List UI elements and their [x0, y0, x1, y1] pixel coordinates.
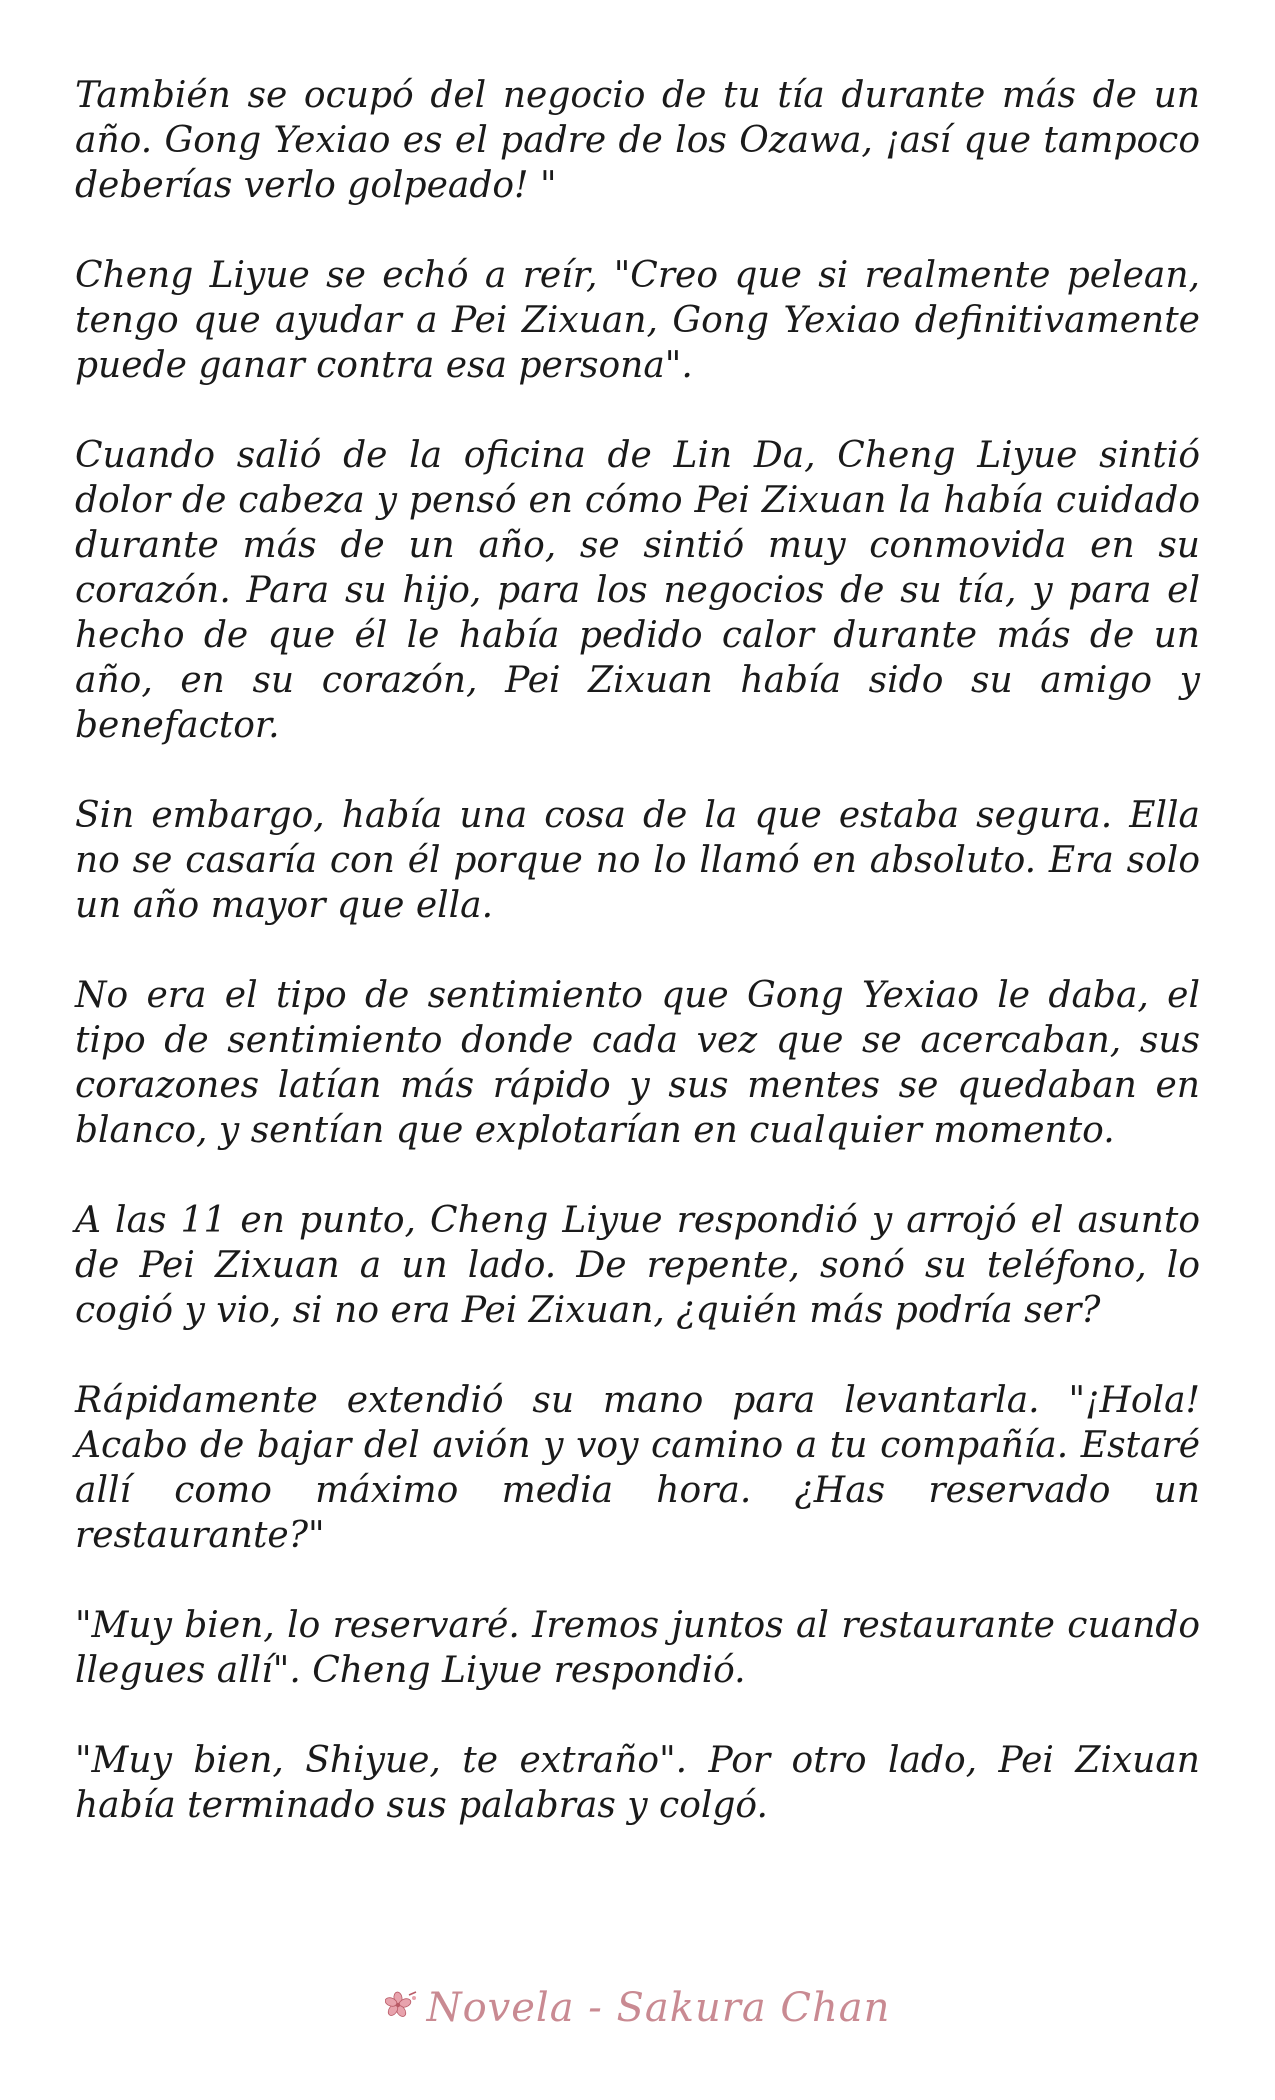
paragraph: "Muy bien, Shiyue, te extraño". Por otro lado, Pei Zixuan había terminado sus palabras y colgó. [75, 1740, 1200, 1826]
paragraph: Cheng Liyue se echó a reír, "Creo que si realmente pelean, tengo que ayudar a Pei Zixuan, Gong Yexiao definitivamente puede ganar contra esa persona". [75, 255, 1200, 386]
story-text [75, 73, 1200, 1873]
watermark-text: Novela - Sakura Chan [426, 1985, 891, 2031]
paragraph: "Muy bien, lo reservaré. Iremos juntos al restaurante cuando llegues allí". Cheng Liyue respondió. [75, 1605, 1200, 1691]
paragraph: Sin embargo, había una cosa de la que estaba segura. Ella no se casaría con él porque no lo llamó en absoluto. Era solo un año mayor que ella. [75, 795, 1200, 926]
paragraph: A las 11 en punto, Cheng Liyue respondió y arrojó el asunto de Pei Zixuan a un lado. De repente, sonó su teléfono, lo cogió y vio, si no era Pei Zixuan, ¿quién más podría ser? [75, 1200, 1200, 1331]
paragraph: No era el tipo de sentimiento que Gong Yexiao le daba, el tipo de sentimiento donde cada vez que se acercaban, sus corazones latían más rápido y sus mentes se quedaban en blanco, y sentían que explotarían en cualquier momento. [75, 975, 1200, 1151]
watermark [0, 1985, 1275, 2034]
paragraph: Cuando salió de la oficina de Lin Da, Cheng Liyue sintió dolor de cabeza y pensó en cómo Pei Zixuan la había cuidado durante más de un año, se sintió muy conmovida en su corazón. Para su hijo, para los negocios de su tía, y para el hecho de que él le había pedido calor durante más de un año, en su corazón, Pei Zixuan había sido su amigo y benefactor. [75, 435, 1200, 746]
sakura-flower-icon [385, 1984, 419, 2030]
paragraph: También se ocupó del negocio de tu tía durante más de un año. Gong Yexiao es el padre de los Ozawa, ¡así que tampoco deberías verlo golpeado! " [75, 75, 1200, 206]
paragraph: Rápidamente extendió su mano para levantarla. "¡Hola! Acabo de bajar del avión y voy camino a tu compañía. Estaré allí como máximo media hora. ¿Has reservado un restaurante?" [75, 1380, 1200, 1556]
